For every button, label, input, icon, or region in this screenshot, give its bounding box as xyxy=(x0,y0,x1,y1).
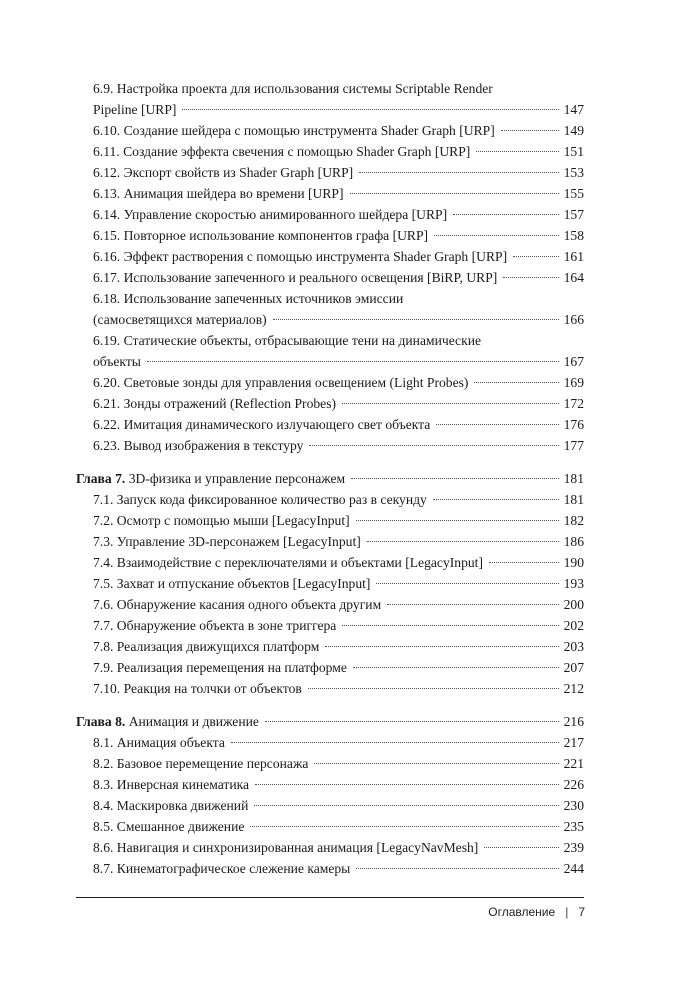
dot-leader xyxy=(147,361,559,362)
chapter-heading xyxy=(76,468,584,489)
footer-divider xyxy=(76,897,584,898)
dot-leader xyxy=(359,172,558,173)
entry-title: Световые зонды для управления освещением (Light Probes) xyxy=(123,375,469,390)
entry-number: 7.2. xyxy=(93,513,114,528)
toc-entry xyxy=(76,510,584,531)
dot-leader xyxy=(501,130,559,131)
entry-number: 8.5. xyxy=(93,819,114,834)
dot-leader xyxy=(356,868,558,869)
page-number: 161 xyxy=(563,249,584,264)
table-of-contents xyxy=(76,78,584,879)
dot-leader xyxy=(474,382,558,383)
toc-entry xyxy=(76,753,584,774)
entry-title: Имитация динамического излучающего свет объекта xyxy=(123,417,431,432)
entry-number: 6.12. xyxy=(93,165,121,180)
footer-page-number: 7 xyxy=(578,905,585,919)
toc-entry xyxy=(76,657,584,678)
entry-number: 7.1. xyxy=(93,492,114,507)
dot-leader xyxy=(367,541,559,542)
entry-title: Взаимодействие с переключателями и объектами [LegacyInput] xyxy=(116,555,483,570)
toc-entry xyxy=(76,372,584,393)
toc-entry xyxy=(76,78,584,99)
dot-leader xyxy=(309,445,558,446)
dot-leader xyxy=(254,805,558,806)
entry-title: Настройка проекта для использования системы Scriptable Render xyxy=(116,81,493,96)
entry-number: 6.16. xyxy=(93,249,121,264)
page-number: 207 xyxy=(563,660,584,675)
entry-title: Pipeline [URP] xyxy=(93,102,177,117)
page-number: 169 xyxy=(563,375,584,390)
entry-title: Смешанное движение xyxy=(116,819,245,834)
toc-entry xyxy=(76,837,584,858)
page-number: 221 xyxy=(563,756,584,771)
entry-title: Осмотр с помощью мыши [LegacyInput] xyxy=(116,513,350,528)
toc-entry xyxy=(76,636,584,657)
entry-number: 7.5. xyxy=(93,576,114,591)
toc-entry xyxy=(76,351,584,372)
entry-number: 6.9. xyxy=(93,81,114,96)
entry-title: Инверсная кинематика xyxy=(116,777,250,792)
entry-number: 6.21. xyxy=(93,396,121,411)
dot-leader xyxy=(255,784,559,785)
page-number: 149 xyxy=(563,123,584,138)
page-number: 181 xyxy=(563,471,584,486)
entry-number: 6.13. xyxy=(93,186,121,201)
dot-leader xyxy=(342,403,559,404)
entry-title: Статические объекты, отбрасывающие тени на динамические xyxy=(123,333,482,348)
page-number: 230 xyxy=(563,798,584,813)
entry-number: 6.15. xyxy=(93,228,121,243)
entry-title: Реализация движущихся платформ xyxy=(116,639,320,654)
page-number: 200 xyxy=(563,597,584,612)
dot-leader xyxy=(503,277,558,278)
page-number: 235 xyxy=(563,819,584,834)
dot-leader xyxy=(433,499,559,500)
toc-entry xyxy=(76,678,584,699)
entry-title: Кинематографическое слежение камеры xyxy=(116,861,351,876)
entry-title: Использование запеченного и реального освещения [BiRP, URP] xyxy=(123,270,498,285)
toc-entry xyxy=(76,225,584,246)
page-number: 217 xyxy=(563,735,584,750)
entry-title: (самосветящихся материалов) xyxy=(93,312,267,327)
dot-leader xyxy=(231,742,559,743)
dot-leader xyxy=(434,235,559,236)
page-number: 186 xyxy=(563,534,584,549)
dot-leader xyxy=(453,214,558,215)
entry-number: 8.7. xyxy=(93,861,114,876)
entry-number: 6.10. xyxy=(93,123,121,138)
entry-title: объекты xyxy=(93,354,141,369)
chapter-label: Глава 7. xyxy=(76,471,126,486)
toc-entry xyxy=(76,531,584,552)
dot-leader xyxy=(376,583,558,584)
page-number: 190 xyxy=(563,555,584,570)
entry-number: 7.4. xyxy=(93,555,114,570)
entry-title: Экспорт свойств из Shader Graph [URP] xyxy=(123,165,354,180)
entry-number: 6.11. xyxy=(93,144,120,159)
dot-leader xyxy=(436,424,558,425)
entry-title: Реализация перемещения на платформе xyxy=(116,660,347,675)
toc-entry xyxy=(76,594,584,615)
page-number: 155 xyxy=(563,186,584,201)
toc-entry xyxy=(76,615,584,636)
entry-title: Базовое перемещение персонажа xyxy=(116,756,309,771)
entry-number: 8.4. xyxy=(93,798,114,813)
entry-number: 6.22. xyxy=(93,417,121,432)
page-number: 167 xyxy=(563,354,584,369)
toc-entry xyxy=(76,288,584,309)
toc-entry xyxy=(76,435,584,456)
page-number: 226 xyxy=(563,777,584,792)
dot-leader xyxy=(356,520,559,521)
entry-title: Обнаружение объекта в зоне триггера xyxy=(116,618,337,633)
page-number: 212 xyxy=(563,681,584,696)
dot-leader xyxy=(476,151,558,152)
toc-entry xyxy=(76,267,584,288)
section-6-entries xyxy=(76,78,584,456)
toc-entry xyxy=(76,162,584,183)
entry-number: 7.8. xyxy=(93,639,114,654)
entry-number: 6.14. xyxy=(93,207,121,222)
entry-title: Повторное использование компонентов графа [URP] xyxy=(123,228,429,243)
footer-separator: | xyxy=(565,905,569,919)
toc-entry xyxy=(76,573,584,594)
page-number: 203 xyxy=(563,639,584,654)
page-number: 216 xyxy=(563,714,584,729)
entry-number: 8.6. xyxy=(93,840,114,855)
entry-number: 6.19. xyxy=(93,333,121,348)
toc-entry xyxy=(76,858,584,879)
page-number: 151 xyxy=(563,144,584,159)
entry-title: Управление скоростью анимированного шейдера [URP] xyxy=(123,207,448,222)
dot-leader xyxy=(513,256,558,257)
toc-entry xyxy=(76,414,584,435)
entry-number: 6.20. xyxy=(93,375,121,390)
dot-leader xyxy=(273,319,559,320)
chapter-label: Глава 8. xyxy=(76,714,126,729)
entry-number: 7.10. xyxy=(93,681,121,696)
entry-number: 7.6. xyxy=(93,597,114,612)
page-number: 166 xyxy=(563,312,584,327)
dot-leader xyxy=(489,562,559,563)
toc-entry xyxy=(76,489,584,510)
entry-title: Управление 3D-персонажем [LegacyInput] xyxy=(116,534,361,549)
page-number: 176 xyxy=(563,417,584,432)
dot-leader xyxy=(353,667,559,668)
entry-number: 8.2. xyxy=(93,756,114,771)
entry-number: 6.18. xyxy=(93,291,121,306)
dot-leader xyxy=(387,604,558,605)
entry-number: 8.3. xyxy=(93,777,114,792)
page-number: 244 xyxy=(563,861,584,876)
toc-entry xyxy=(76,774,584,795)
dot-leader xyxy=(314,763,558,764)
entry-title: Вывод изображения в текстуру xyxy=(123,438,304,453)
page-number: 153 xyxy=(563,165,584,180)
page-number: 172 xyxy=(563,396,584,411)
chapter-heading xyxy=(76,711,584,732)
entry-number: 7.3. xyxy=(93,534,114,549)
entry-title: Использование запеченных источников эмиссии xyxy=(123,291,404,306)
toc-entry xyxy=(76,309,584,330)
page-number: 177 xyxy=(563,438,584,453)
footer-section-title: Оглавление xyxy=(488,905,556,919)
entry-number: 7.9. xyxy=(93,660,114,675)
entry-title: Анимация шейдера во времени [URP] xyxy=(123,186,344,201)
chapter-title: Анимация и движение xyxy=(128,714,259,729)
toc-entry xyxy=(76,393,584,414)
toc-entry xyxy=(76,795,584,816)
toc-entry xyxy=(76,183,584,204)
entry-title: Эффект растворения с помощью инструмента Shader Graph [URP] xyxy=(123,249,508,264)
chapter-title: 3D-физика и управление персонажем xyxy=(128,471,346,486)
toc-entry xyxy=(76,732,584,753)
entry-title: Зонды отражений (Reflection Probes) xyxy=(123,396,337,411)
page-number: 239 xyxy=(563,840,584,855)
page-number: 157 xyxy=(563,207,584,222)
toc-entry xyxy=(76,120,584,141)
page-number: 147 xyxy=(563,102,584,117)
dot-leader xyxy=(250,826,558,827)
dot-leader xyxy=(484,847,558,848)
dot-leader xyxy=(350,193,559,194)
dot-leader xyxy=(342,625,558,626)
page-number: 158 xyxy=(563,228,584,243)
toc-entry xyxy=(76,204,584,225)
dot-leader xyxy=(325,646,558,647)
entry-title: Обнаружение касания одного объекта другим xyxy=(116,597,382,612)
toc-entry xyxy=(76,141,584,162)
entry-title: Маскировка движений xyxy=(116,798,249,813)
dot-leader xyxy=(265,721,559,722)
section-7-entries xyxy=(76,489,584,699)
entry-title: Создание шейдера с помощью инструмента Shader Graph [URP] xyxy=(123,123,495,138)
entry-number: 6.17. xyxy=(93,270,121,285)
page-number: 181 xyxy=(563,492,584,507)
toc-entry xyxy=(76,99,584,120)
entry-title: Запуск кода фиксированное количество раз в секунду xyxy=(116,492,427,507)
entry-number: 6.23. xyxy=(93,438,121,453)
dot-leader xyxy=(182,109,558,110)
dot-leader xyxy=(308,688,559,689)
page-footer xyxy=(488,905,585,919)
entry-title: Захват и отпускание объектов [LegacyInput] xyxy=(116,576,371,591)
entry-title: Анимация объекта xyxy=(116,735,225,750)
page-number: 193 xyxy=(563,576,584,591)
toc-entry xyxy=(76,552,584,573)
page-number: 182 xyxy=(563,513,584,528)
entry-title: Реакция на толчки от объектов xyxy=(123,681,302,696)
toc-entry xyxy=(76,330,584,351)
page-number: 202 xyxy=(563,618,584,633)
section-8-entries xyxy=(76,732,584,879)
page-number: 164 xyxy=(563,270,584,285)
entry-title: Навигация и синхронизированная анимация [LegacyNavMesh] xyxy=(116,840,479,855)
entry-number: 7.7. xyxy=(93,618,114,633)
toc-entry xyxy=(76,816,584,837)
toc-entry xyxy=(76,246,584,267)
entry-number: 8.1. xyxy=(93,735,114,750)
dot-leader xyxy=(351,478,559,479)
entry-title: Создание эффекта свечения с помощью Shader Graph [URP] xyxy=(123,144,471,159)
